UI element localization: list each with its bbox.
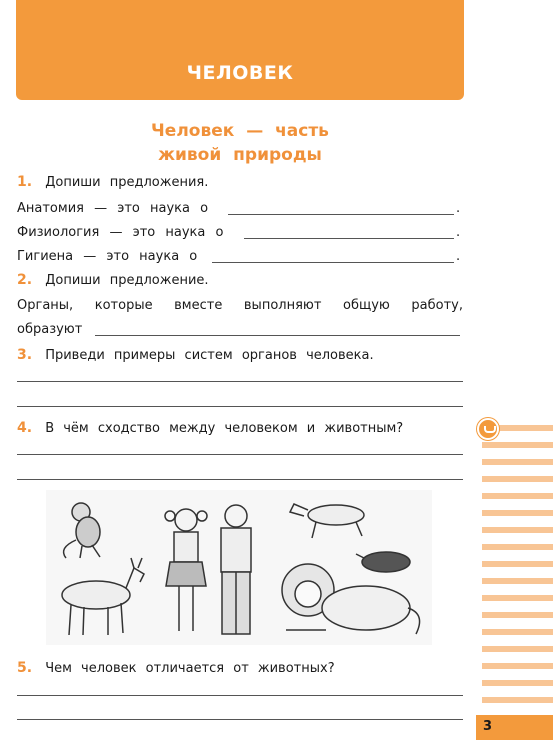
stripe: [482, 697, 553, 703]
question-text: Допиши предложения.: [45, 175, 209, 190]
q2-sentence-line2: образуют: [17, 322, 83, 337]
graduation-cap-icon: [477, 418, 499, 440]
q1-period-2: .: [456, 225, 461, 240]
chapter-header-band: [16, 0, 464, 100]
q1-answer-line-3[interactable]: [212, 262, 454, 263]
q3-answer-line-1[interactable]: [17, 381, 463, 382]
monkey-icon: [64, 503, 100, 558]
q1-answer-line-1[interactable]: [228, 214, 454, 215]
stripe: [482, 629, 553, 635]
q1-period-3: .: [456, 249, 461, 264]
q1-sentence-1: Анатомия — это наука о: [17, 201, 209, 216]
stripe: [482, 595, 553, 601]
q5-answer-line-1[interactable]: [17, 695, 463, 696]
girl-icon: [165, 509, 207, 631]
stripe: [482, 476, 553, 482]
stripe: [482, 442, 553, 448]
question-text: Допиши предложение.: [45, 273, 209, 288]
question-3: [17, 347, 374, 363]
question-number: 2.: [17, 272, 33, 288]
stripe: [482, 612, 553, 618]
margin-stripes: [482, 425, 553, 710]
question-number: 1.: [17, 174, 33, 190]
illustration: [46, 490, 432, 645]
q1-answer-line-2[interactable]: [244, 238, 454, 239]
lesson-title-line1: Человек — часть: [151, 121, 329, 141]
page-number: 3: [483, 719, 493, 734]
question-1: [17, 174, 208, 190]
question-number: 5.: [17, 660, 33, 676]
boy-icon: [221, 505, 251, 634]
q2-answer-line[interactable]: [95, 335, 460, 336]
stripe: [482, 544, 553, 550]
question-2: [17, 272, 209, 288]
q5-answer-line-2[interactable]: [17, 719, 463, 720]
stripe: [482, 680, 553, 686]
stripe: [482, 663, 553, 669]
stripe: [482, 510, 553, 516]
q4-answer-line-2[interactable]: [17, 479, 463, 480]
stripe: [482, 459, 553, 465]
question-text: Приведи примеры систем органов человека.: [45, 348, 374, 363]
q4-answer-line-1[interactable]: [17, 454, 463, 455]
goat-icon: [62, 558, 144, 635]
dog-icon: [290, 504, 364, 538]
question-text: Чем человек отличается от животных?: [45, 661, 335, 676]
chapter-title: ЧЕЛОВЕК: [186, 62, 294, 84]
mole-icon: [356, 552, 410, 572]
stripe: [482, 646, 553, 652]
q2-sentence-line1: Органы, которые вместе выполняют общую работу,: [17, 298, 463, 313]
question-number: 3.: [17, 347, 33, 363]
question-number: 4.: [17, 420, 33, 436]
q1-sentence-3: Гигиена — это наука о: [17, 249, 198, 264]
question-text: В чём сходство между человеком и животным?: [45, 421, 404, 436]
stripe: [482, 493, 553, 499]
question-4: [17, 420, 403, 436]
question-5: [17, 660, 335, 676]
q1-period-1: .: [456, 201, 461, 216]
lion-icon: [282, 564, 420, 634]
lesson-title-line2: живой природы: [158, 145, 322, 165]
stripe: [482, 578, 553, 584]
stripe: [482, 527, 553, 533]
lesson-title: [16, 119, 464, 167]
q3-answer-line-2[interactable]: [17, 406, 463, 407]
q1-sentence-2: Физиология — это наука о: [17, 225, 224, 240]
stripe: [482, 561, 553, 567]
